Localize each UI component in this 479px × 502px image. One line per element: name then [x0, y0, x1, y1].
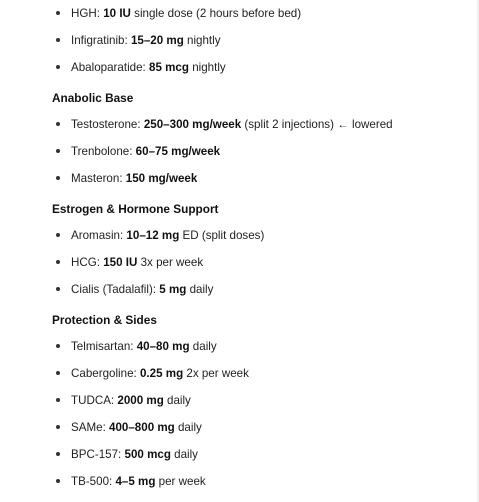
- item-label: Abaloparatide:: [71, 61, 149, 74]
- bullet-icon: [56, 452, 60, 456]
- item-note: daily: [189, 340, 217, 353]
- item-label: Cialis (Tadalafil):: [71, 283, 160, 296]
- item-label: Testosterone:: [71, 118, 144, 131]
- item-note: daily: [170, 448, 198, 461]
- bullet-icon: [56, 260, 60, 264]
- bullet-icon: [56, 287, 60, 291]
- item-label: Infigratinib:: [71, 34, 131, 47]
- item-note: (split 2 injections) ← lowered: [241, 118, 393, 131]
- item-dose: 2000 mg: [117, 394, 164, 407]
- item-dose: 60–75 mg/week: [135, 145, 221, 158]
- list-item: [56, 31, 221, 51]
- list-item: [56, 58, 226, 78]
- item-label: Aromasin:: [71, 229, 127, 242]
- bullet-icon: [56, 344, 60, 348]
- item-label: TB-500:: [71, 475, 116, 488]
- bullet-icon: [56, 122, 60, 126]
- item-note: nightly: [183, 34, 221, 47]
- list-item: [56, 4, 301, 24]
- list-item: [56, 337, 217, 357]
- list-item: [56, 115, 393, 135]
- item-label: Cabergoline:: [71, 367, 140, 380]
- list-item: [56, 226, 264, 246]
- list-item: [56, 391, 191, 411]
- section-heading: Anabolic Base: [52, 91, 134, 105]
- list-item: [56, 364, 249, 384]
- item-dose: 150 mg/week: [125, 172, 198, 185]
- list-item: [56, 418, 202, 438]
- bullet-icon: [56, 176, 60, 180]
- item-label: BPC-157:: [71, 448, 125, 461]
- bullet-icon: [56, 398, 60, 402]
- item-note: daily: [174, 421, 202, 434]
- item-note: 2x per week: [183, 367, 249, 380]
- item-note: daily: [186, 283, 214, 296]
- item-note: single dose (2 hours before bed): [130, 7, 302, 20]
- item-dose: 10–12 mg: [126, 229, 180, 242]
- item-label: HGH:: [71, 7, 104, 20]
- item-dose: 5 mg: [159, 283, 187, 296]
- item-label: Trenbolone:: [71, 145, 136, 158]
- item-dose: 400–800 mg: [109, 421, 175, 434]
- item-dose: 150 IU: [103, 256, 138, 269]
- bullet-icon: [56, 11, 60, 15]
- item-note: daily: [163, 394, 191, 407]
- item-label: TUDCA:: [71, 394, 118, 407]
- item-note: per week: [155, 475, 206, 488]
- bullet-icon: [56, 38, 60, 42]
- item-note: 3x per week: [137, 256, 204, 269]
- item-dose: 4–5 mg: [115, 475, 156, 488]
- section-heading: Protection & Sides: [52, 313, 157, 327]
- item-dose: 85 mcg: [149, 61, 189, 74]
- item-label: Masteron:: [71, 172, 126, 185]
- list-item: [56, 472, 206, 492]
- item-note: ED (split doses): [179, 229, 265, 242]
- list-item: [56, 445, 198, 465]
- item-dose: 40–80 mg: [136, 340, 190, 353]
- item-label: Telmisartan:: [71, 340, 137, 353]
- item-dose: 0.25 mg: [139, 367, 184, 380]
- bullet-icon: [56, 149, 60, 153]
- section-heading: Estrogen & Hormone Support: [52, 202, 219, 216]
- list-item: [56, 169, 197, 189]
- item-dose: 10 IU: [103, 7, 131, 20]
- bullet-icon: [56, 479, 60, 483]
- list-item: [56, 142, 220, 162]
- item-dose: 250–300 mg/week: [143, 118, 242, 131]
- item-dose: 15–20 mg: [130, 34, 184, 47]
- item-note: nightly: [188, 61, 226, 74]
- item-label: HCG:: [71, 256, 104, 269]
- item-dose: 500 mcg: [124, 448, 171, 461]
- bullet-icon: [56, 425, 60, 429]
- list-item: [56, 253, 203, 273]
- item-label: SAMe:: [71, 421, 110, 434]
- list-item: [56, 280, 213, 300]
- bullet-icon: [56, 371, 60, 375]
- bullet-icon: [56, 233, 60, 237]
- bullet-icon: [56, 65, 60, 69]
